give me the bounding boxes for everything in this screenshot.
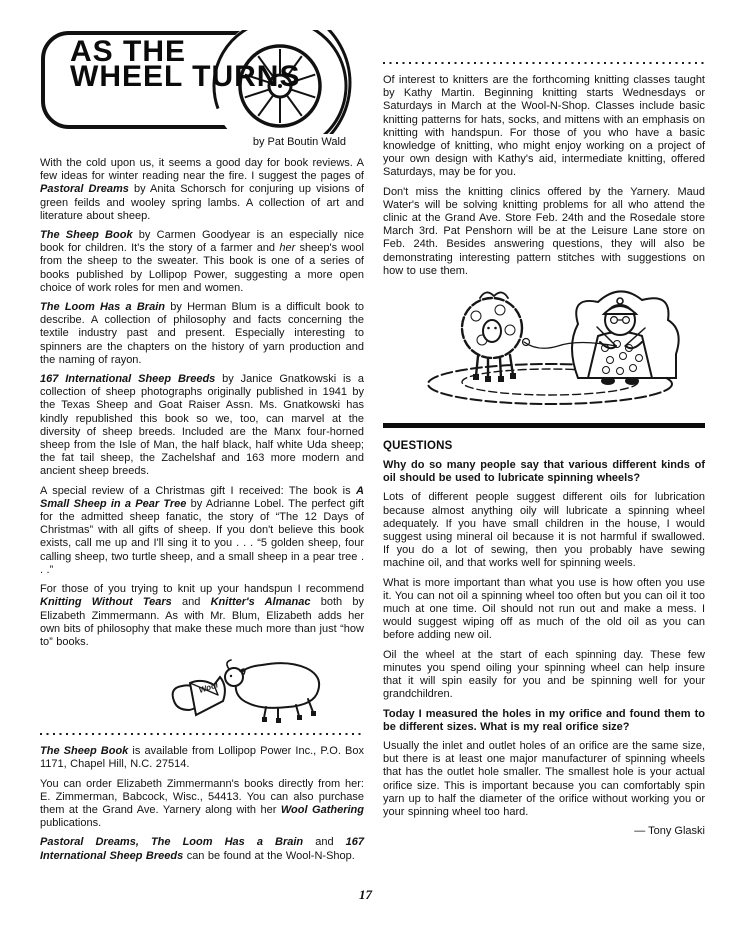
paragraph: 167 International Sheep Breeds by Janice Gnatkowski is a collection of sheep photographs originally published in 1941 by the Texas Sheep and Goat Raiser Assn. Ms. Gnatkowski has kindly republished this book so we, too, can marvel at the diversity of sheep breeds. Included are the Manx four-horned sheep from the Isle of Man, the half black, half white Uda sheep; the fat tail sheep, the Zachelshaf and 163 more modern and ancient sheep breeds. — [40, 373, 364, 478]
page-number: 17 — [359, 887, 372, 902]
section-divider — [383, 423, 705, 428]
paragraph: A special review of a Christmas gift I received: The book is A Small Sheep in a Pear Tree by Adrianne Lobel. The perfect gift for the admitted sheep fanatic, the story of “The 12 Days of Christmas” with all gifts of sheep. If you don't believe this book exists, call me up and I'll sing it to you . . . “5 golden sheep, four calling sheep, two turtle sheep, and a small sheep in a pear tree . . .” — [40, 484, 364, 576]
right-column-blocks — [383, 62, 705, 837]
paragraph: You can order Elizabeth Zimmermann's books directly from her: E. Zimmerman, Babcock, Wisc., 54413. You can also purchase them at the Grand Ave. Yarnery along with her Wool Gathering publications. — [40, 777, 364, 830]
paragraph: Lots of different people suggest different oils for lubrication because almost anything oily will lubricate a spinning wheel adequately. If you have small children in the house, I would suggest using mineral oil because it is not harmful if swallowed. If you do a lot of sewing, then you probably have sewing machine oil, and that works well for spinning weels. — [383, 491, 705, 570]
page-title — [70, 35, 301, 93]
dotted-divider — [383, 62, 705, 64]
author-signature: — Tony Glaski — [634, 825, 705, 838]
paragraph: Of interest to knitters are the forthcoming knitting classes taught by Kathy Martin. Beginning knitting starts Wednesdays or Saturdays in March at the Wool-N-Shop. Classes include basic knitting patterns for hats, socks, and mittens with an emphasis on knitting with handspun. For those of you who have a basic knowledge of knitting, who might enjoy working on a project of your own design with Kathy's aid, intermediate knitting, offered Saturdays, may be for you. — [383, 74, 705, 179]
right-column — [383, 52, 705, 837]
byline: by Pat Boutin Wald — [252, 136, 346, 148]
paragraph: With the cold upon us, it seems a good day for book reviews. A few ideas for winter reading near the fire. I suggest the pages of Pastoral Dreams by Anita Schorsch for conjuring up visions of green feilds and wooley spring lambs. A collection of art and literature about sheep. — [40, 157, 364, 222]
sheep-reading-book-illustration — [166, 655, 336, 723]
svg-text:Wool: Wool — [197, 680, 220, 696]
masthead-title-line2: WHEEL TURNS — [70, 60, 301, 93]
paragraph: The Loom Has a Brain by Herman Blum is a difficult book to describe. A collection of philosophy and facts concerning the textile industry past and present. Especially interesting to spinners are the chapters on the history of yarn production and the naming of rayon. — [40, 301, 365, 366]
paragraph: The Sheep Book is available from Lollipop Power Inc., P.O. Box 1171, Chapel Hill, N.C. 27514. — [40, 745, 364, 771]
paragraph: Pastoral Dreams, The Loom Has a Brain and 167 International Sheep Breeds can be found at the Wool-N-Shop. — [40, 836, 364, 862]
paragraph: Oil the wheel at the start of each spinning day. These few minutes you spend oiling your spinning wheel can help insure that it will spin easily for you and be spinning well for your grandchildren. — [383, 648, 705, 701]
paragraph: Don't miss the knitting clinics offered by the Yarnery. Maud Water's will be solving knitting problems for all who attend the clinic at the Grand Ave. Store Feb. 24th and the Rosedale store March 3rd. Pat Penshorn will be at the Leisure Lane store on Feb. 24th. Besides answering questions, they will also be demonstrating interesting pattern stitches with suggestions on how to use them. — [383, 185, 705, 277]
masthead-title-line1: AS THE — [70, 35, 187, 68]
left-column — [40, 30, 364, 869]
questions-heading: QUESTIONS — [383, 440, 453, 453]
paragraph: Usually the inlet and outlet holes of an orifice are the same size, but there is at least one major manufacturer of spinning wheels that has the outlet hole smaller. The smallest hole is your actual orifice size. This is important because you can comfortably spin yarn up to half the diameter of the orifice without working you or your spinning wheel too hard. — [383, 739, 705, 818]
paragraph: The Sheep Book by Carmen Goodyear is an especially nice book for children. It's the story of a farmer and her sheep's wool from the sheep to the sweater. This book is one of a series of books published by Lollipop Power, suggesting a more open choice of work roles for men and women. — [40, 229, 364, 294]
knitter-and-sheep-illustration — [420, 286, 705, 408]
masthead — [40, 30, 364, 134]
dotted-divider — [40, 733, 364, 735]
question-text: Today I measured the holes in my orifice and found them to be different sizes. What is my real orifice size? — [383, 707, 705, 733]
paragraph: For those of you trying to knit up your handspun I recommend Knitting Without Tears and Knitter's Almanac both by Elizabeth Zimmermann. As with Mr. Blum, Elizabeth adds her own bits of philosophy that make these much more than just “how to” books. — [40, 583, 364, 648]
left-column-blocks — [40, 157, 364, 863]
question-text: Why do so many people say that various different kinds of oil should be used to lubricate spinning wheels? — [383, 459, 705, 485]
paragraph: What is more important than what you use is how often you use it. You can not oil a spinning wheel too often but you can oil it too much at one time. Oil should not run out and make a mess. I would suggest wiping off as much of the old oil as you can before adding new oil. — [383, 576, 705, 642]
